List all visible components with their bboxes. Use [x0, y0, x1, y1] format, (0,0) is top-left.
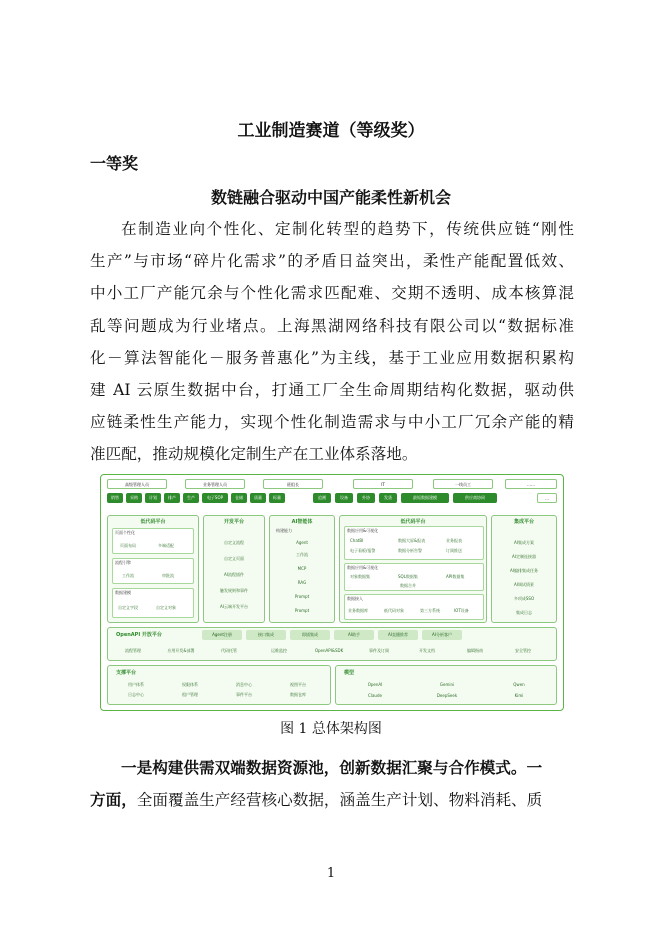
panel-title: 支撑平台	[116, 670, 137, 676]
para-line: 化－算法智能化－服务普惠化”为主线，基于工业应用数据积累构	[90, 348, 574, 367]
cell: 低代码对象	[384, 608, 404, 613]
cell: 电子看板/报警	[350, 548, 376, 553]
cell: 工作流	[122, 573, 134, 578]
cell: Prompt	[294, 594, 310, 599]
cell: 视图平台	[290, 682, 306, 687]
dev-panel	[203, 515, 265, 623]
cell: 代码托管	[221, 648, 237, 653]
bold-phrase: 方面，	[90, 790, 137, 810]
cell: RAG	[297, 580, 307, 585]
lowcode-panel	[107, 515, 199, 623]
module-tag: 最短数据建模	[401, 493, 449, 503]
architecture-diagram	[100, 474, 564, 711]
cell: 第三方系统	[420, 608, 440, 613]
openapi-tag: 接口集成	[246, 630, 286, 640]
lowcode-data-panel	[339, 515, 487, 623]
module-tag: 供应商协同	[453, 493, 497, 503]
cell: 流程管理	[125, 648, 141, 653]
intro-paragraph	[90, 213, 574, 471]
cell: AI定制连接器	[512, 554, 536, 559]
module-tag: 计划	[145, 493, 161, 503]
module-tag: 标量	[269, 493, 285, 503]
cell: 自定义页面	[224, 556, 244, 561]
cell: OpenAPI&SDK	[314, 648, 344, 653]
role-label: 高级管理人员	[107, 479, 167, 489]
module-tag: 仓储	[231, 493, 247, 503]
module-tag: 质量	[250, 493, 266, 503]
group-label: 数据建模	[115, 590, 131, 595]
cell: MCP	[297, 566, 307, 571]
module-tag: 采购	[126, 493, 142, 503]
cell: SQL数据集	[398, 574, 418, 579]
group-label: 数据接入	[347, 596, 363, 601]
cell: 自定义对象	[156, 605, 176, 610]
support-panel	[107, 665, 331, 705]
cell: 审批流	[162, 573, 174, 578]
module-tag: …	[537, 493, 557, 503]
cell: 租户管理	[182, 692, 198, 697]
cell: Gemini	[439, 682, 455, 687]
cell: 事件平台	[236, 692, 252, 697]
panel-title: AI智能体	[291, 519, 313, 525]
cell: Agent	[296, 540, 308, 545]
cell: 对象数据集	[350, 574, 370, 579]
cell: IOT设备	[454, 608, 469, 613]
cell: Kimi	[514, 693, 524, 698]
cell: 业务报表	[446, 538, 462, 543]
cell: 消息中心	[236, 682, 252, 687]
openapi-tag: AI助手	[334, 630, 374, 640]
body-paragraph	[90, 752, 574, 816]
role-label: 一线员工	[433, 479, 493, 489]
para-line: 应链柔性生产能力，实现个性化制造需求与中小工厂冗余产能的精	[90, 413, 574, 432]
para-line: 建 AI 云原生数据中台，打通工厂全生命周期结构化数据，驱动供	[90, 381, 574, 400]
role-label: ……	[505, 479, 557, 489]
group-label: 构建能力	[276, 528, 292, 533]
module-tag: 排产	[164, 493, 180, 503]
cell: API数据集	[446, 574, 465, 579]
openapi-panel	[107, 627, 557, 661]
cell: AI流程插件	[224, 572, 244, 577]
cell: 应用开发&部署	[167, 648, 195, 653]
cell: 运维监控	[271, 648, 287, 653]
cell: 触发规则和事件	[220, 588, 248, 593]
project-title: 数链融合驱动中国产能柔性新机会	[210, 188, 451, 207]
module-tag: 生产	[183, 493, 199, 503]
para-text: 全面覆盖生产经营核心数据，涵盖生产计划、物料消耗、质	[136, 791, 543, 810]
cell: AI编排集成任务	[510, 568, 538, 573]
cell: 多项成SSO	[513, 596, 535, 601]
cell: 数据大屏&报表	[398, 538, 426, 543]
module-tag: 电子SOP	[202, 493, 228, 503]
cell: 编辑指南	[467, 648, 483, 653]
group-label: 页面个性化	[115, 530, 135, 535]
cell: 订阅推送	[446, 548, 462, 553]
cell: 集成日志	[516, 610, 532, 615]
group-label: 流程引擎	[115, 560, 131, 565]
cell: 自定义流程	[224, 540, 244, 545]
group-label: 数据应用&可视化	[347, 565, 379, 570]
para-line: 乱等问题成为行业堵点。上海黑湖网络科技有限公司以“数据标准	[90, 316, 574, 335]
cell: DeepSeek	[436, 693, 458, 698]
module-tag: 设备	[335, 493, 353, 503]
para-line	[90, 784, 574, 816]
openapi-tag: AI分析客户	[422, 630, 462, 640]
panel-title: 模型	[344, 670, 355, 676]
panel-title: OpenAPI 开放平台	[116, 632, 162, 638]
figure-caption: 图 1 总体架构图	[280, 721, 382, 737]
cell: AI调试情景	[514, 582, 534, 587]
cell: 数据合并	[400, 583, 416, 588]
prize-heading: 一等奖	[90, 154, 139, 173]
role-label: 业务管理人员	[185, 479, 245, 489]
cell: Prompt	[294, 608, 310, 613]
group-label: 数据应用&可视化	[347, 528, 379, 533]
cell: Claude	[368, 693, 382, 698]
openapi-tag: Agent注册	[202, 630, 242, 640]
models-panel	[335, 665, 557, 705]
cell: 开发文档	[419, 648, 435, 653]
cell: 数据仓库	[290, 692, 306, 697]
para-line: 生产”与市场“碎片化需求”的矛盾日益突出，柔性产能配置低效、	[90, 252, 574, 271]
cell: 权限体系	[182, 682, 198, 687]
integration-panel	[491, 515, 557, 623]
role-label: 班组长	[263, 479, 323, 489]
module-tag: 追溯	[313, 493, 331, 503]
page-number: 1	[326, 866, 336, 881]
role-label: IT	[353, 479, 413, 489]
module-tag: 外协	[357, 493, 375, 503]
cell: 日志中心	[128, 692, 144, 697]
cell: 自定义字段	[118, 605, 138, 610]
cell: 数据分析告警	[398, 548, 422, 553]
cell: 事件及订阅	[369, 648, 389, 653]
cell: OpenAI	[367, 682, 383, 687]
cell: 用户体系	[128, 682, 144, 687]
cell: AI集成方案	[514, 540, 534, 545]
para-line: 中小工厂产能冗余与个性化需求匹配难、交期不透明、成本核算混	[90, 284, 574, 303]
panel-title: 低代码平台	[140, 519, 166, 525]
cell: 安全管控	[515, 648, 531, 653]
panel-title: 开发平台	[223, 519, 244, 525]
cell: 多端适配	[158, 543, 174, 548]
para-line	[90, 752, 574, 784]
cell: AI云端开发平台	[220, 604, 248, 609]
para-line: 准匹配，推动规模化定制生产在工业体系落地。	[90, 445, 418, 464]
openapi-tag: AI直播推荐	[378, 630, 418, 640]
cell: Qwen	[513, 682, 525, 687]
ai-agent-panel	[269, 515, 335, 623]
cell: 业务数据库	[348, 608, 368, 613]
cell: ChatBI	[350, 538, 364, 543]
module-tag: 销售	[107, 493, 123, 503]
module-tag: 发货	[379, 493, 397, 503]
section-title: 工业制造赛道（等级奖）	[237, 121, 425, 141]
bold-phrase: 一是构建供需双端数据资源池，创新数据汇聚与合作模式。	[121, 758, 527, 777]
cell: 页面布局	[120, 543, 136, 548]
para-line: 在制造业向个性化、定制化转型的趋势下，传统供应链“刚性	[121, 220, 574, 238]
openapi-tag: 即插集成	[290, 630, 330, 640]
panel-title: 集成平台	[513, 519, 534, 525]
cell: 工作流	[296, 552, 308, 557]
bold-phrase: 一	[526, 758, 543, 777]
panel-title: 低代码平台	[400, 519, 426, 525]
